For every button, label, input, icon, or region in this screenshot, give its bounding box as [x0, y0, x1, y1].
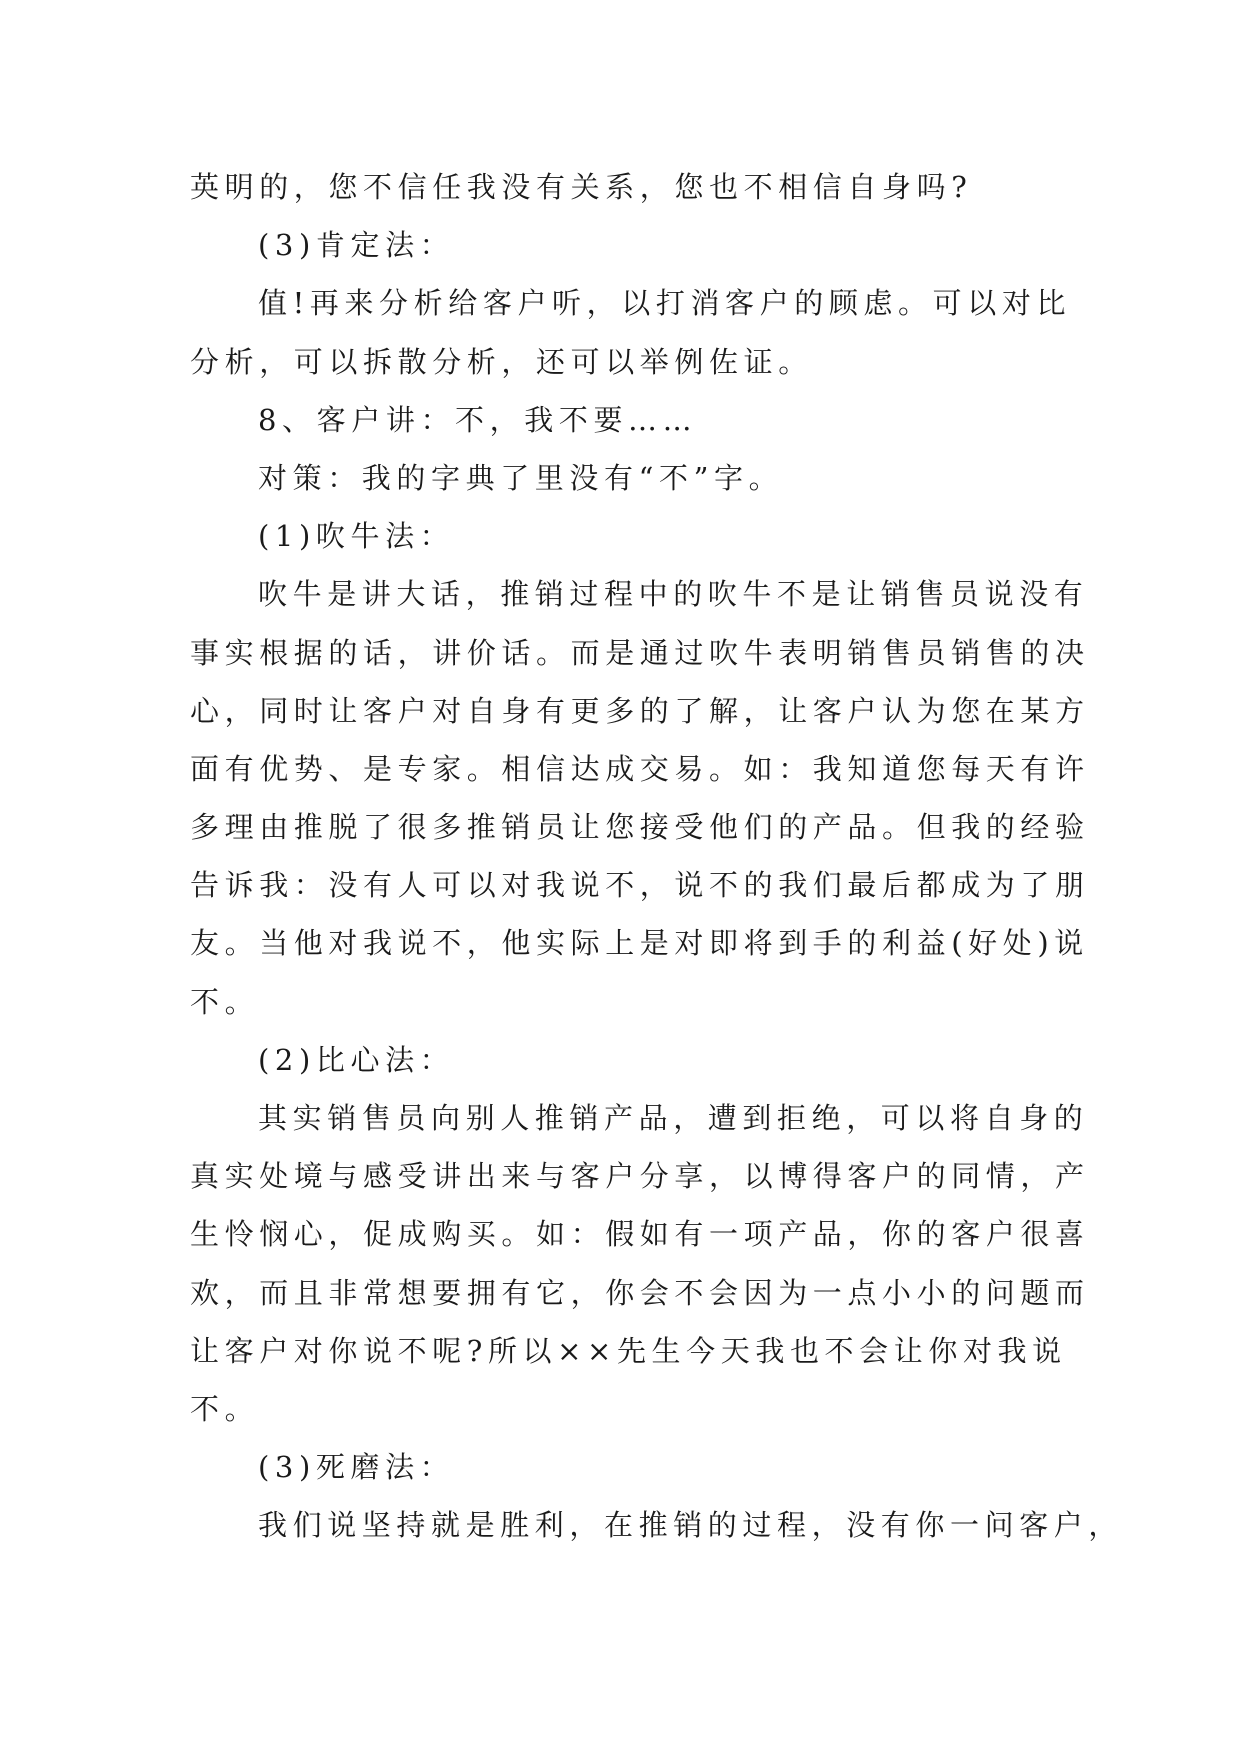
document-body [190, 158, 1124, 1555]
text-line: 英明的，您不信任我没有关系，您也不相信自身吗? [190, 170, 973, 204]
text-line: 让客户对你说不呢?所以××先生今天我也不会让你对我说 [190, 1333, 1067, 1368]
text-line: 其实销售员向别人推销产品，遭到拒绝，可以将自身的 [258, 1101, 1089, 1135]
text-line: 对策：我的字典了里没有“不”字。 [258, 460, 784, 495]
text-line: 告诉我：没有人可以对我说不，说不的我们最后都成为了朋 [190, 868, 1090, 903]
heading-affirmation-method: (3)肯定法： [258, 228, 455, 263]
text-line: 友。当他对我说不，他实际上是对即将到手的利益(好处)说 [190, 926, 1089, 961]
text-line: 真实处境与感受讲出来与客户分享，以博得客户的同情，产 [190, 1159, 1090, 1194]
text-line: 面有优势、是专家。相信达成交易。如：我知道您每天有许 [190, 751, 1090, 786]
text-line: 心，同时让客户对自身有更多的了解，让客户认为您在某方 [190, 693, 1090, 728]
text-line: 事实根据的话，讲价话。而是通过吹牛表明销售员销售的决 [190, 635, 1090, 670]
text-line: 我们说坚持就是胜利，在推销的过程，没有你一问客户， [258, 1508, 1124, 1543]
text-line: 值!再来分析给客户听，以打消客户的顾虑。可以对比 [258, 286, 1072, 321]
heading-boasting-method: (1)吹牛法： [258, 519, 455, 554]
text-line: 不。 [190, 1391, 260, 1426]
text-line: 分析，可以拆散分析，还可以举例佐证。 [190, 344, 813, 379]
text-line: 多理由推脱了很多推销员让您接受他们的产品。但我的经验 [190, 810, 1090, 845]
text-line: 吹牛是讲大话，推销过程中的吹牛不是让销售员说没有 [258, 577, 1089, 612]
text-line: 欢，而且非常想要拥有它，你会不会因为一点小小的问题而 [190, 1275, 1090, 1310]
text-line: 生怜悯心，促成购买。如：假如有一项产品，你的客户很喜 [190, 1217, 1090, 1252]
heading-persistence-method: (3)死磨法： [258, 1450, 455, 1485]
heading-empathy-method: (2)比心法： [258, 1042, 455, 1077]
text-line: 不。 [190, 984, 260, 1019]
heading-section-8: 8、客户讲：不，我不要…… [258, 402, 698, 437]
